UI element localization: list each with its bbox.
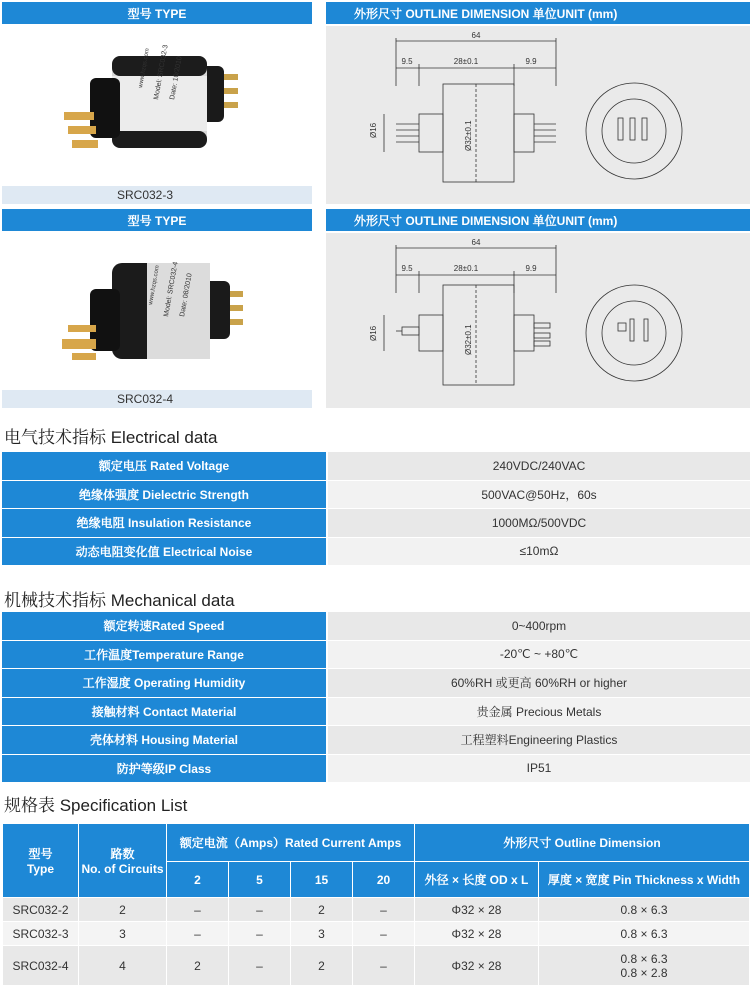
spec-cell-type: SRC032-4 bbox=[3, 946, 79, 986]
spec-cell-a5: – bbox=[229, 922, 291, 946]
spec-cell-odl: Φ32 × 28 bbox=[415, 946, 539, 986]
spec-header-outline: 外形尺寸 Outline Dimension bbox=[415, 824, 750, 862]
spec-cell-a5: – bbox=[229, 898, 291, 922]
electrical-row bbox=[2, 452, 750, 480]
product-label-line-1: www.hzqs.com bbox=[138, 47, 151, 89]
dim-dia-body-2: Ø32±0.1 bbox=[464, 324, 473, 355]
dim-right-1: 9.9 bbox=[525, 57, 537, 66]
mechanical-row bbox=[2, 755, 750, 783]
spec-cell-a5: – bbox=[229, 946, 291, 986]
mechanical-value: IP51 bbox=[328, 755, 750, 783]
spec-cell-pin: 0.8 × 6.3 bbox=[539, 922, 750, 946]
spec-cell-circuits: 3 bbox=[79, 922, 167, 946]
spec-title: 规格表 Specification List bbox=[4, 796, 188, 815]
mechanical-title: 机械技术指标 Mechanical data bbox=[4, 591, 235, 610]
spec-header-type-en: Type bbox=[26, 862, 55, 876]
dimension-header-2: 外形尺寸 OUTLINE DIMENSION 单位UNIT (mm) bbox=[326, 209, 750, 231]
spec-header-type-cn: 型号 bbox=[28, 847, 53, 861]
dim-mid-2: 28±0.1 bbox=[453, 264, 479, 273]
electrical-row bbox=[2, 509, 750, 537]
mechanical-table bbox=[2, 612, 750, 783]
dim-dia-body-1: Ø32±0.1 bbox=[464, 120, 473, 151]
spec-row bbox=[3, 898, 750, 922]
spec-header-odl: 外径 × 长度 OD x L bbox=[415, 862, 539, 898]
spec-cell-type: SRC032-3 bbox=[3, 922, 79, 946]
spec-header-amp: 2 bbox=[167, 862, 229, 898]
spec-cell-type: SRC032-2 bbox=[3, 898, 79, 922]
spec-cell-a2: – bbox=[167, 898, 229, 922]
spec-cell-pin-line-2: 0.8 × 2.8 bbox=[620, 965, 668, 980]
spec-cell-a20: – bbox=[353, 946, 415, 986]
spec-cell-pin: 0.8 × 6.3 bbox=[539, 898, 750, 922]
spec-header-amp: 5 bbox=[229, 862, 291, 898]
electrical-key: 额定电压 Rated Voltage bbox=[2, 452, 326, 480]
product-caption-1: SRC032-3 bbox=[2, 186, 312, 204]
dim-total-1: 64 bbox=[471, 31, 481, 40]
spec-header-type bbox=[3, 824, 79, 898]
mechanical-key: 壳体材料 Housing Material bbox=[2, 726, 326, 754]
spec-cell-a2: – bbox=[167, 922, 229, 946]
product-label-line-2: Model: SRC032-4 bbox=[163, 261, 180, 318]
mechanical-row bbox=[2, 669, 750, 697]
mechanical-value: 0~400rpm bbox=[328, 612, 750, 640]
dim-left-1: 9.5 bbox=[401, 57, 413, 66]
mechanical-row bbox=[2, 698, 750, 726]
spec-cell-odl: Φ32 × 28 bbox=[415, 922, 539, 946]
product-label-line-2: Model: SRC032-3 bbox=[153, 44, 170, 101]
dim-dia-small-1: Ø16 bbox=[369, 122, 378, 138]
spec-cell-circuits: 2 bbox=[79, 898, 167, 922]
spec-cell-pin-line-1: 0.8 × 6.3 bbox=[620, 951, 668, 966]
spec-cell-a20: – bbox=[353, 922, 415, 946]
spec-cell-a2: 2 bbox=[167, 946, 229, 986]
type-header-1: 型号 TYPE bbox=[2, 2, 312, 24]
spec-table bbox=[2, 823, 750, 986]
mechanical-key: 接触材料 Contact Material bbox=[2, 698, 326, 726]
spec-header-circuits bbox=[79, 824, 167, 898]
spec-cell-circuits: 4 bbox=[79, 946, 167, 986]
mechanical-row bbox=[2, 641, 750, 669]
electrical-value: 500VAC@50Hz，60s bbox=[328, 481, 750, 509]
electrical-key: 绝缘体强度 Dielectric Strength bbox=[2, 481, 326, 509]
electrical-row bbox=[2, 481, 750, 509]
dim-mid-1: 28±0.1 bbox=[453, 57, 479, 66]
spec-row bbox=[3, 946, 750, 986]
electrical-value: ≤10mΩ bbox=[328, 538, 750, 566]
mechanical-value: 贵金属 Precious Metals bbox=[328, 698, 750, 726]
dim-total-2: 64 bbox=[471, 238, 481, 247]
electrical-row bbox=[2, 538, 750, 566]
mechanical-value: -20℃ ~ +80℃ bbox=[328, 641, 750, 669]
dim-left-2: 9.5 bbox=[401, 264, 413, 273]
product-photo-1 bbox=[2, 26, 312, 186]
spec-cell-a20: – bbox=[353, 898, 415, 922]
spec-cell-a15: 2 bbox=[291, 946, 353, 986]
dim-right-2: 9.9 bbox=[525, 264, 537, 273]
spec-cell-a15: 2 bbox=[291, 898, 353, 922]
product-label-line-3: Date: 10/2010 bbox=[169, 55, 184, 101]
mechanical-key: 工作温度Temperature Range bbox=[2, 641, 326, 669]
electrical-key: 动态电阻变化值 Electrical Noise bbox=[2, 538, 326, 566]
mechanical-key: 防护等级IP Class bbox=[2, 755, 326, 783]
product-label-line-3: Date: 08/2010 bbox=[179, 272, 194, 318]
dim-dia-small-2: Ø16 bbox=[369, 325, 378, 341]
mechanical-row bbox=[2, 612, 750, 640]
outline-drawing-2 bbox=[326, 233, 750, 408]
type-header-2: 型号 TYPE bbox=[2, 209, 312, 231]
electrical-key: 绝缘电阻 Insulation Resistance bbox=[2, 509, 326, 537]
product-label-line-1: www.hzqs.com bbox=[148, 264, 161, 306]
spec-header-amp: 20 bbox=[353, 862, 415, 898]
spec-row bbox=[3, 922, 750, 946]
spec-header-current: 额定电流（Amps）Rated Current Amps bbox=[167, 824, 415, 862]
mechanical-key: 额定转速Rated Speed bbox=[2, 612, 326, 640]
dimension-header-1: 外形尺寸 OUTLINE DIMENSION 单位UNIT (mm) bbox=[326, 2, 750, 24]
electrical-title: 电气技术指标 Electrical data bbox=[4, 428, 218, 447]
product-caption-2: SRC032-4 bbox=[2, 390, 312, 408]
outline-drawing-1 bbox=[326, 26, 750, 204]
spec-cell-odl: Φ32 × 28 bbox=[415, 898, 539, 922]
electrical-value: 240VDC/240VAC bbox=[328, 452, 750, 480]
spec-header-circuits-en: No. of Circuits bbox=[81, 862, 164, 876]
mechanical-key: 工作湿度 Operating Humidity bbox=[2, 669, 326, 697]
spec-cell-a15: 3 bbox=[291, 922, 353, 946]
mechanical-value: 工程塑料Engineering Plastics bbox=[328, 726, 750, 754]
spec-header-circuits-cn: 路数 bbox=[110, 847, 135, 861]
electrical-value: 1000MΩ/500VDC bbox=[328, 509, 750, 537]
mechanical-row bbox=[2, 726, 750, 754]
product-photo-2 bbox=[2, 233, 312, 390]
spec-header-pin: 厚度 × 宽度 Pin Thickness x Width bbox=[539, 862, 750, 898]
mechanical-value: 60%RH 或更高 60%RH or higher bbox=[328, 669, 750, 697]
electrical-table bbox=[2, 452, 750, 566]
spec-header-amp: 15 bbox=[291, 862, 353, 898]
spec-cell-pin bbox=[539, 946, 750, 986]
